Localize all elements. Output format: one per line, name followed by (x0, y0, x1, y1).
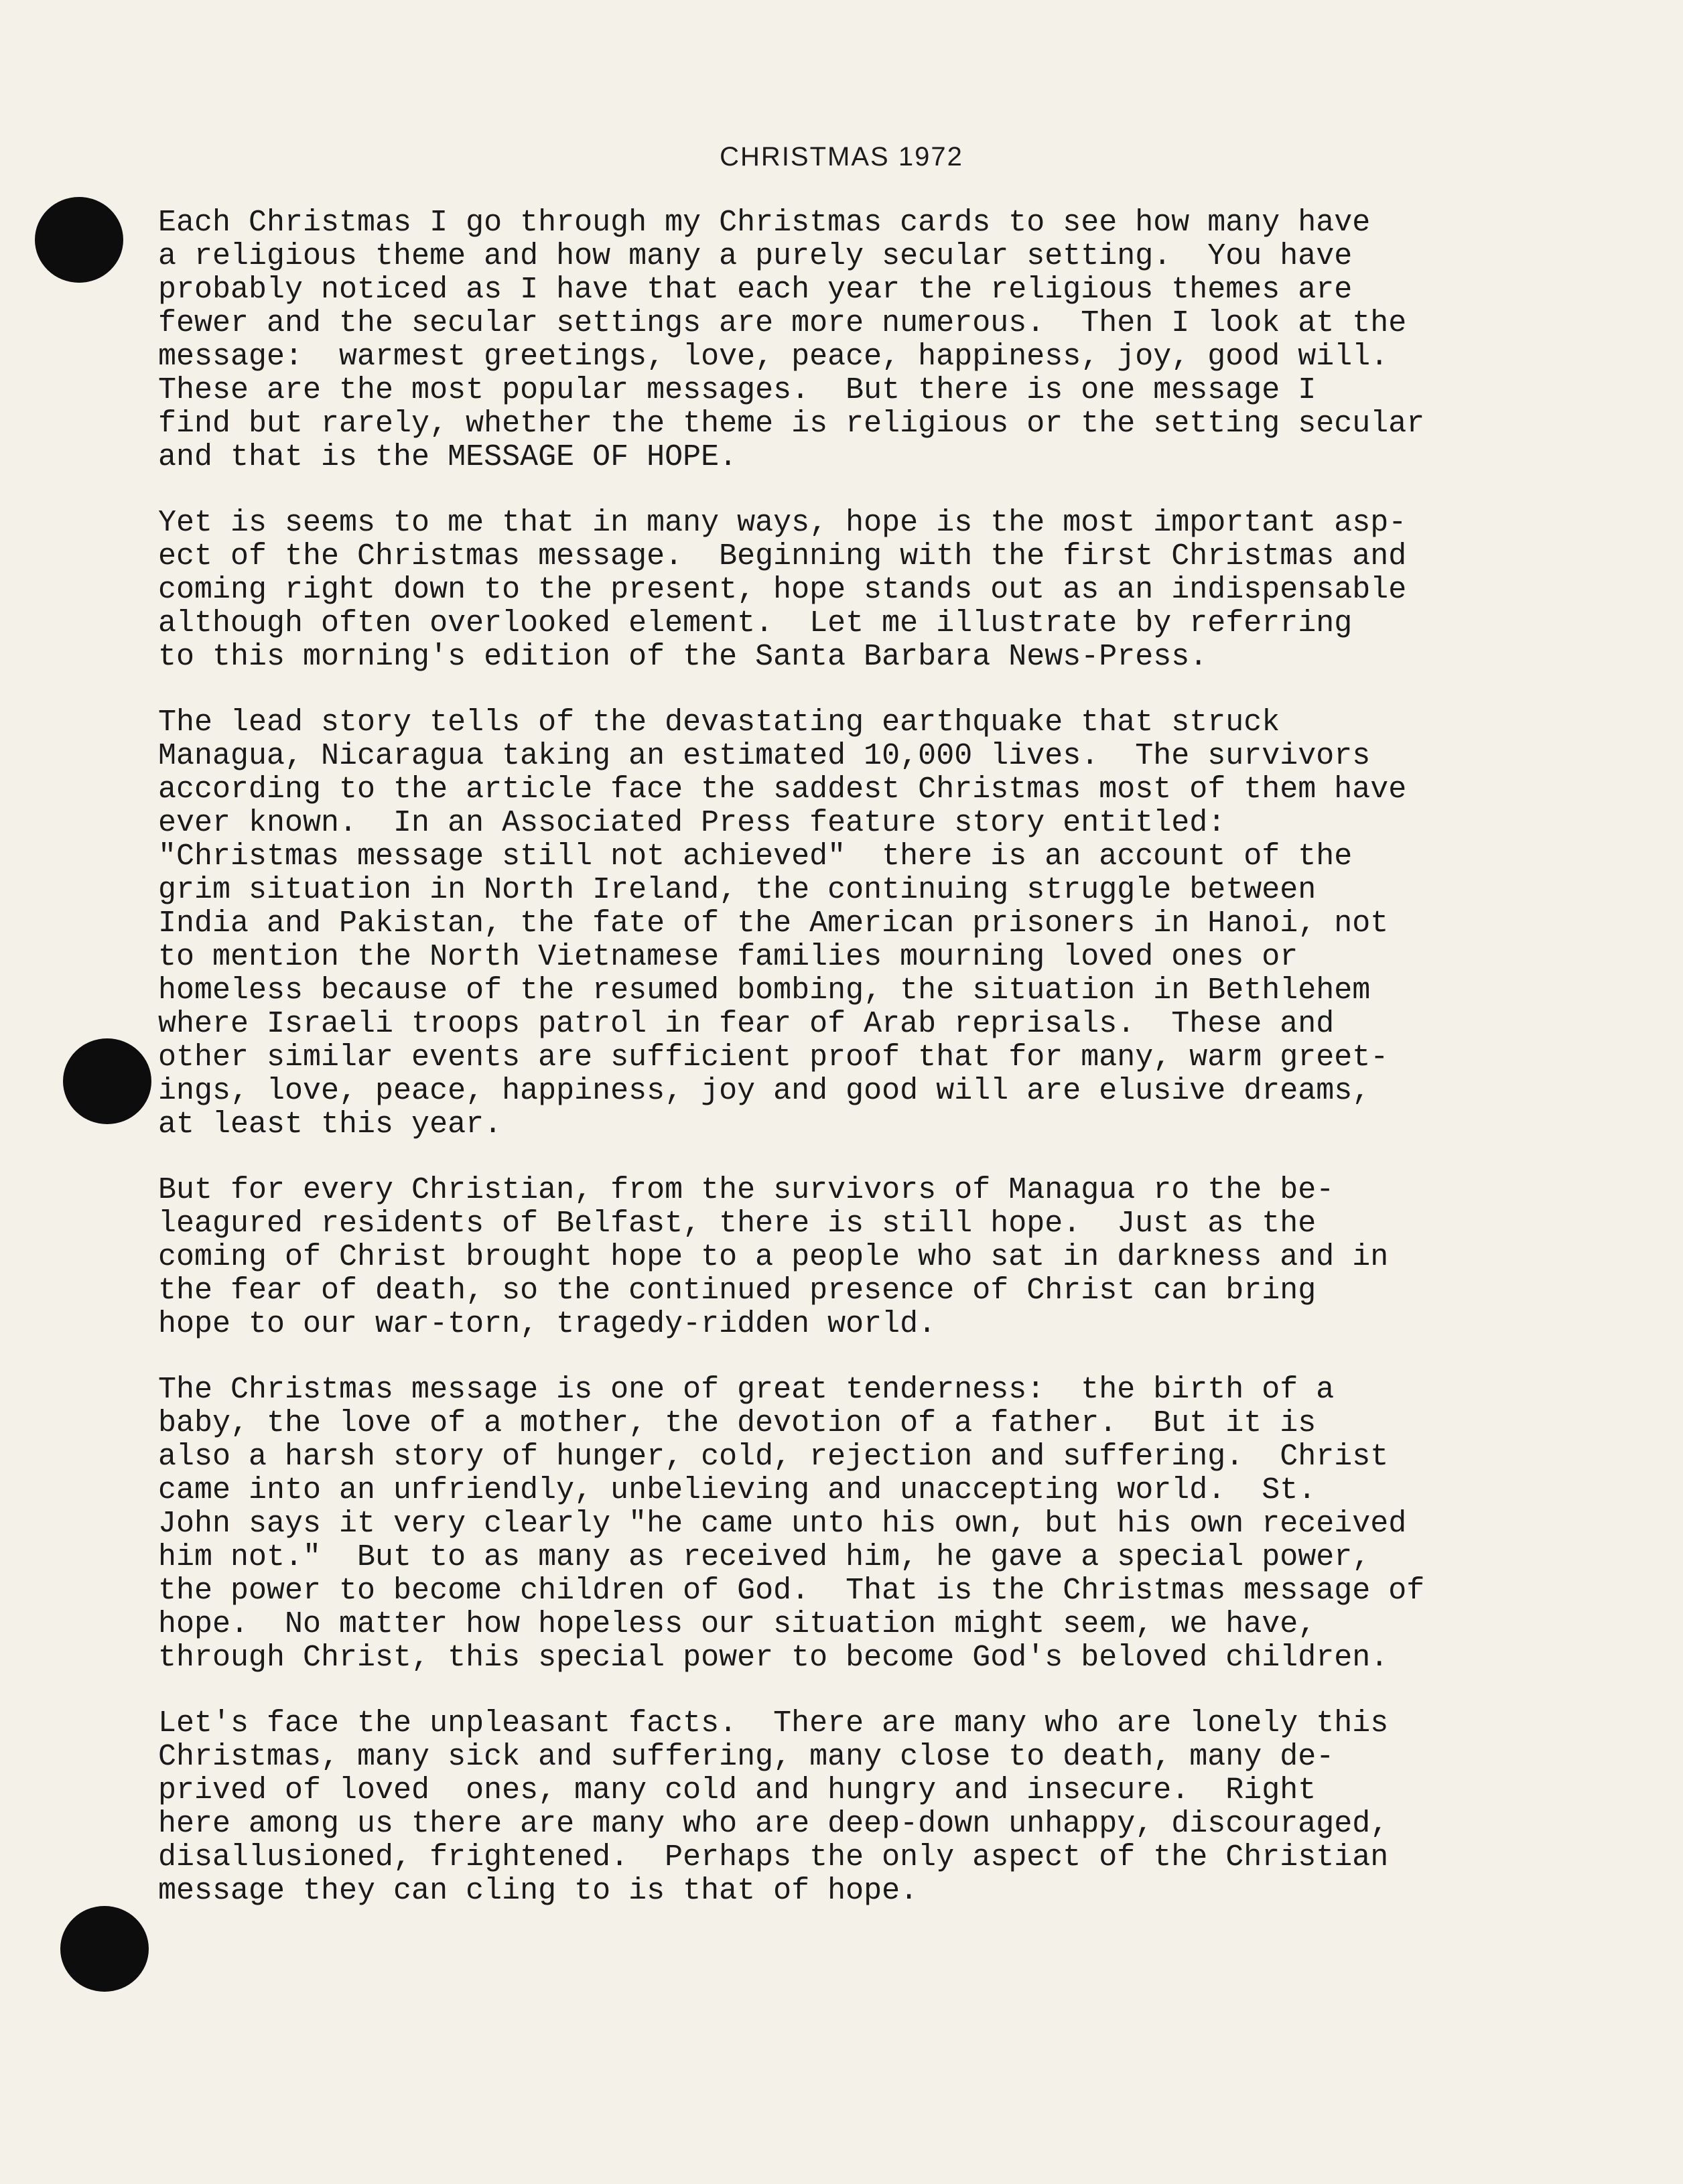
text-line: fewer and the secular settings are more numerous. Then I look at the (158, 306, 1407, 340)
paragraph-6 (158, 1707, 1599, 1908)
text-line: also a harsh story of hunger, cold, rejection and suffering. Christ (158, 1440, 1389, 1474)
text-line: the fear of death, so the continued presence of Christ can bring (158, 1274, 1317, 1308)
paragraph-5 (158, 1373, 1599, 1675)
text-line: message: warmest greetings, love, peace, happiness, joy, good will. (158, 340, 1389, 374)
text-line: at least this year. (158, 1107, 502, 1142)
paragraph-2 (158, 506, 1599, 674)
text-line: Christmas, many sick and suffering, many close to death, many de- (158, 1740, 1335, 1774)
text-line: hope to our war-torn, tragedy-ridden world. (158, 1307, 937, 1341)
text-line: The Christmas message is one of great tenderness: the birth of a (158, 1373, 1335, 1407)
text-line: The lead story tells of the devastating earthquake that struck (158, 705, 1280, 740)
text-line: Each Christmas I go through my Christmas cards to see how many have (158, 206, 1371, 240)
text-line: ever known. In an Associated Press feature story entitled: (158, 806, 1226, 840)
text-line: disallusioned, frightened. Perhaps the only aspect of the Christian (158, 1840, 1389, 1874)
text-line: according to the article face the saddest Christmas most of them have (158, 772, 1407, 807)
text-line: to mention the North Vietnamese families mourning loved ones or (158, 940, 1298, 974)
text-line: to this morning's edition of the Santa Barbara News-Press. (158, 640, 1208, 674)
text-line: John says it very clearly "he came unto his own, but his own received (158, 1507, 1407, 1541)
text-line: message they can cling to is that of hope. (158, 1874, 919, 1908)
text-line: where Israeli troops patrol in fear of Arab reprisals. These and (158, 1007, 1335, 1041)
document-body (158, 206, 1599, 1940)
paragraph-3 (158, 706, 1599, 1142)
text-line: probably noticed as I have that each year the religious themes are (158, 273, 1353, 307)
text-line: a religious theme and how many a purely secular setting. You have (158, 239, 1353, 273)
text-line: India and Pakistan, the fate of the American prisoners in Hanoi, not (158, 906, 1389, 941)
text-line: and that is the MESSAGE OF HOPE. (158, 440, 738, 474)
text-line: hope. No matter how hopeless our situation might seem, we have, (158, 1607, 1317, 1641)
punch-hole-bottom (60, 1906, 149, 1992)
text-line: other similar events are sufficient proof that for many, warm greet- (158, 1040, 1389, 1075)
punch-hole-middle (63, 1038, 151, 1124)
text-line: ect of the Christmas message. Beginning with the first Christmas and (158, 539, 1407, 573)
text-line: homeless because of the resumed bombing, the situation in Bethlehem (158, 973, 1371, 1008)
text-line: coming of Christ brought hope to a people who sat in darkness and in (158, 1240, 1389, 1274)
text-line: here among us there are many who are deep-down unhappy, discouraged, (158, 1807, 1389, 1841)
text-line: coming right down to the present, hope stands out as an indispensable (158, 573, 1407, 607)
text-line: "Christmas message still not achieved" there is an account of the (158, 839, 1353, 874)
text-line: came into an unfriendly, unbelieving and unaccepting world. St. (158, 1473, 1317, 1507)
text-line: These are the most popular messages. But there is one message I (158, 373, 1317, 407)
paragraph-4 (158, 1174, 1599, 1341)
text-line: leagured residents of Belfast, there is still hope. Just as the (158, 1207, 1317, 1241)
paragraph-1 (158, 206, 1599, 474)
text-line: Yet is seems to me that in many ways, hope is the most important asp- (158, 506, 1407, 540)
text-line: Managua, Nicaragua taking an estimated 10,000 lives. The survivors (158, 739, 1371, 773)
text-line: baby, the love of a mother, the devotion of a father. But it is (158, 1406, 1317, 1440)
punch-hole-top (35, 197, 123, 283)
text-line: ings, love, peace, happiness, joy and good will are elusive dreams, (158, 1074, 1371, 1108)
text-line: find but rarely, whether the theme is religious or the setting secular (158, 407, 1425, 441)
text-line: Let's face the unpleasant facts. There are many who are lonely this (158, 1706, 1389, 1741)
text-line: through Christ, this special power to become God's beloved children. (158, 1641, 1389, 1675)
text-line: But for every Christian, from the survivors of Managua ro the be- (158, 1173, 1335, 1207)
text-line: prived of loved ones, many cold and hungry and insecure. Right (158, 1773, 1317, 1807)
text-line: the power to become children of God. That is the Christmas message of (158, 1574, 1425, 1608)
document-title: CHRISTMAS 1972 (720, 142, 963, 172)
text-line: him not." But to as many as received him, he gave a special power, (158, 1540, 1371, 1574)
text-line: although often overlooked element. Let me illustrate by referring (158, 606, 1353, 640)
text-line: grim situation in North Ireland, the continuing struggle between (158, 873, 1317, 907)
